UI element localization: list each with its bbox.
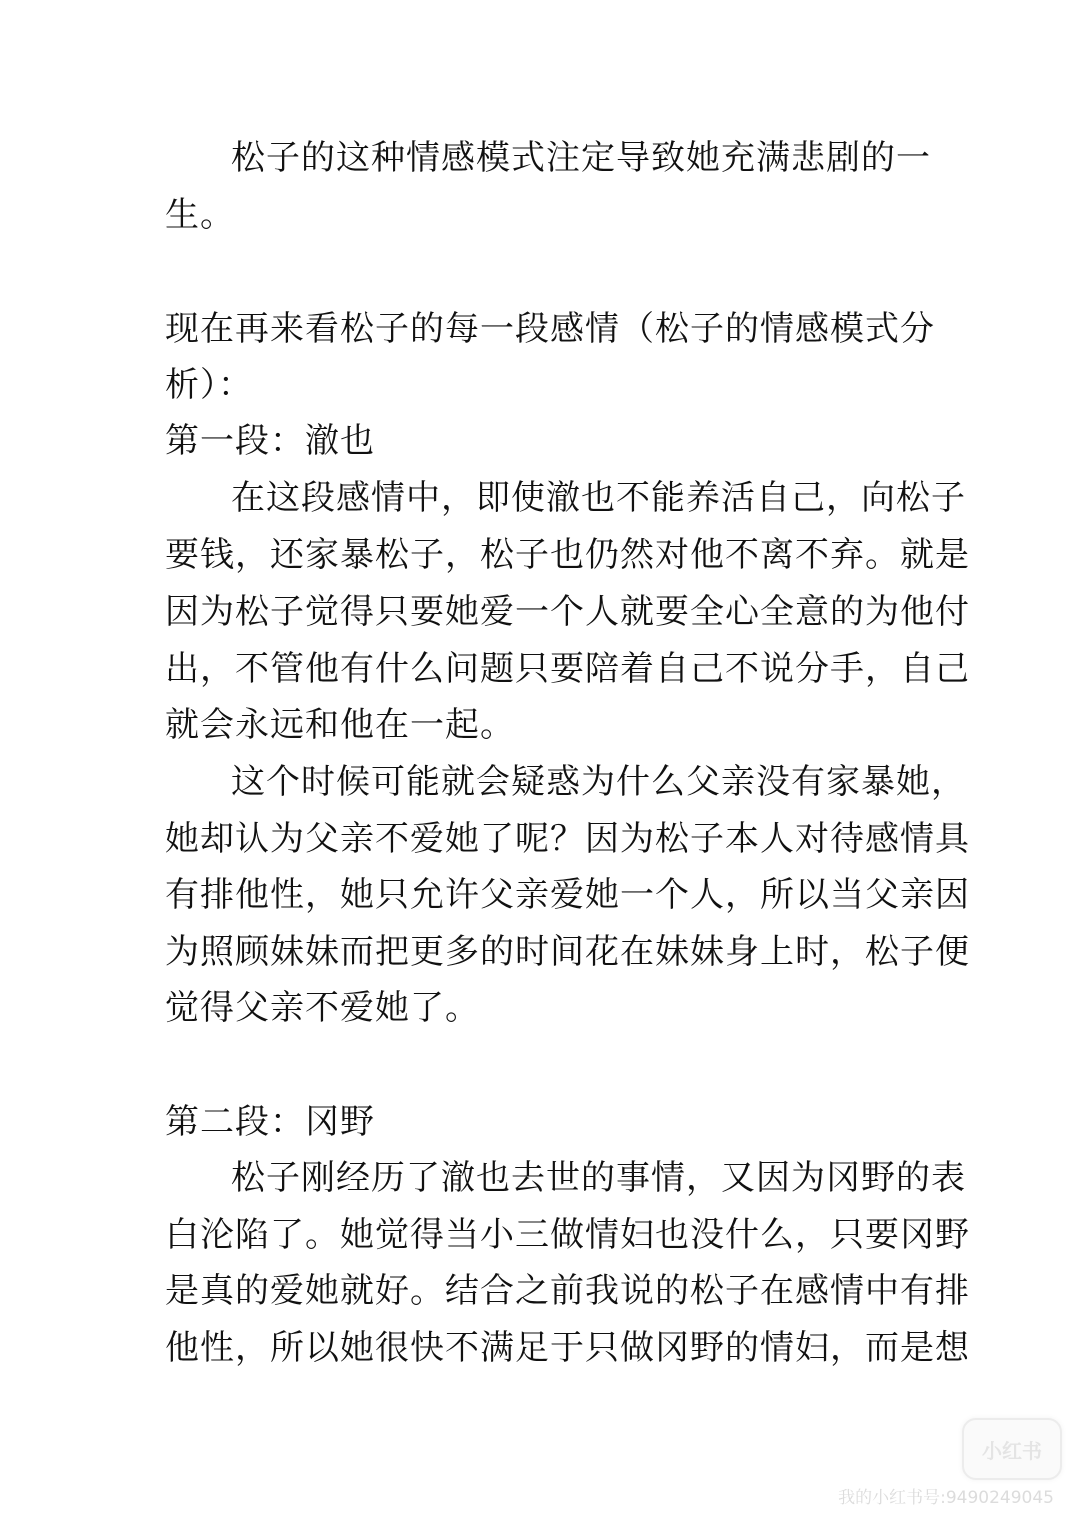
- xiaohongshu-logo-watermark: 小红书: [962, 1418, 1062, 1480]
- section-heading: 第二段：冈野: [165, 1102, 375, 1142]
- paragraph-line: 这个时候可能就会疑惑为什么父亲没有家暴她，: [231, 762, 966, 802]
- paragraph-line: 他性，所以她很快不满足于只做冈野的情妇，而是想: [165, 1328, 970, 1368]
- paragraph-line: 生。: [165, 195, 235, 235]
- paragraph-line: 析）：: [165, 365, 253, 405]
- paragraph-line: 要钱，还家暴松子，松子也仍然对他不离不弃。就是: [165, 535, 970, 575]
- paragraph-line: 为照顾妹妹而把更多的时间花在妹妹身上时，松子便: [165, 932, 970, 972]
- paragraph-line: 松子的这种情感模式注定导致她充满悲剧的一: [231, 138, 931, 178]
- paragraph-line: 松子刚经历了澈也去世的事情，又因为冈野的表: [231, 1158, 966, 1198]
- paragraph-line: 因为松子觉得只要她爱一个人就要全心全意的为他付: [165, 592, 970, 632]
- paragraph-line: 白沦陷了。她觉得当小三做情妇也没什么，只要冈野: [165, 1215, 970, 1255]
- paragraph-line: 觉得父亲不爱她了。: [165, 988, 480, 1028]
- paragraph-line: 出，不管他有什么问题只要陪着自己不说分手，自己: [165, 649, 970, 689]
- paragraph-line: 在这段感情中，即使澈也不能养活自己，向松子: [231, 478, 966, 518]
- paragraph-line: 她却认为父亲不爱她了呢？因为松子本人对待感情具: [165, 819, 970, 859]
- section-heading: 第一段：澈也: [165, 421, 375, 461]
- paragraph-line: 是真的爱她就好。结合之前我说的松子在感情中有排: [165, 1271, 970, 1311]
- paragraph-line: 现在再来看松子的每一段感情（松子的情感模式分: [165, 309, 935, 349]
- account-id-watermark: 我的小红书号:9490249045: [838, 1488, 1054, 1508]
- paragraph-line: 有排他性，她只允许父亲爱她一个人，所以当父亲因: [165, 875, 970, 915]
- paragraph-line: 就会永远和他在一起。: [165, 705, 515, 745]
